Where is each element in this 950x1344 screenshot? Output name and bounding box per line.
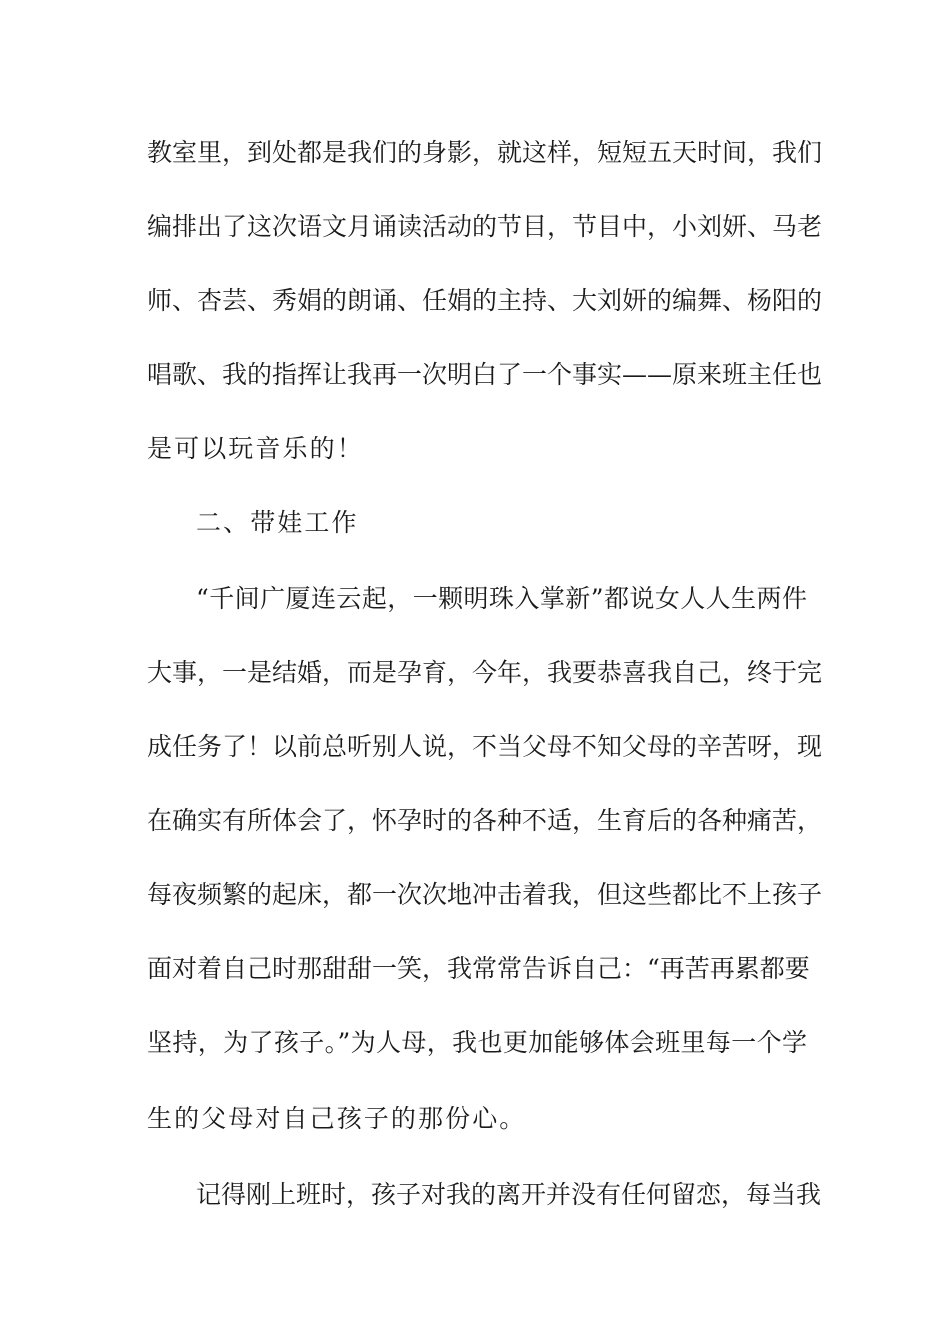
text-line: “千间广厦连云起，一颗明珠入掌新”都说女人人生两件 bbox=[196, 584, 807, 613]
text-line: 师、杏芸、秀娟的朗诵、任娟的主持、大刘妍的编舞、杨阳的 bbox=[147, 286, 823, 315]
text-line: 教室里，到处都是我们的身影，就这样，短短五天时间，我们 bbox=[147, 138, 823, 167]
text-line: 面对着自己时那甜甜一笑，我常常告诉自己：“再苦再累都要 bbox=[147, 954, 810, 983]
text-line: 编排出了这次语文月诵读活动的节目，节目中，小刘妍、马老 bbox=[147, 212, 823, 241]
section-heading: 二、带娃工作 bbox=[196, 508, 359, 537]
text-line: 在确实有所体会了，怀孕时的各种不适，生育后的各种痛苦， bbox=[147, 806, 823, 835]
text-line: 坚持，为了孩子。”为人母，我也更加能够体会班里每一个学 bbox=[147, 1028, 807, 1057]
text-line: 唱歌、我的指挥让我再一次明白了一个事实——原来班主任也 bbox=[147, 360, 823, 389]
text-line: 生的父母对自己孩子的那份心。 bbox=[147, 1104, 527, 1133]
text-line: 是可以玩音乐的！ bbox=[147, 434, 364, 463]
text-line: 记得刚上班时，孩子对我的离开并没有任何留恋，每当我 bbox=[196, 1180, 822, 1209]
text-line: 每夜频繁的起床，都一次次地冲击着我，但这些都比不上孩子 bbox=[147, 880, 823, 909]
text-line: 成任务了！以前总听别人说，不当父母不知父母的辛苦呀，现 bbox=[147, 732, 823, 761]
text-line: 大事，一是结婚，而是孕育，今年，我要恭喜我自己，终于完 bbox=[147, 658, 823, 687]
